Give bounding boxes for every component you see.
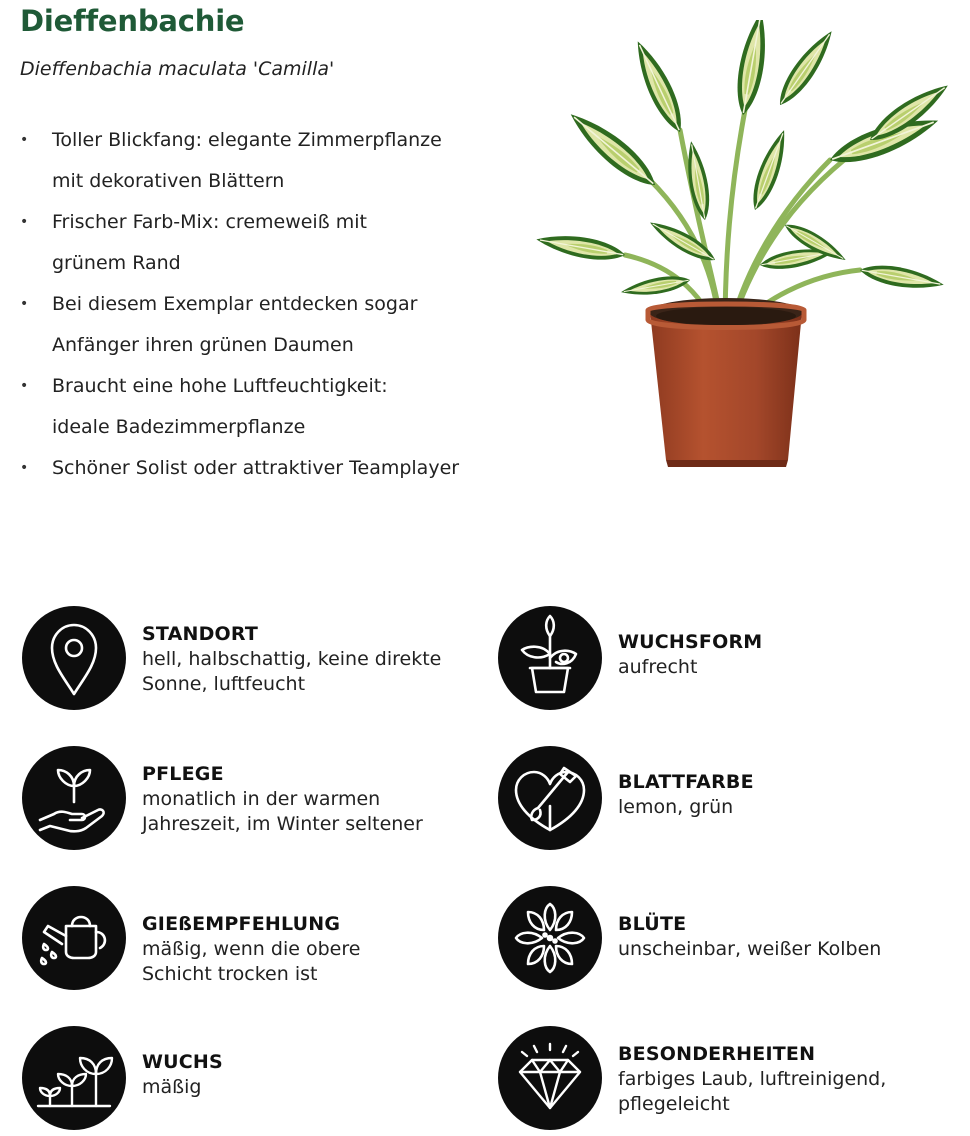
feature-bluete <box>498 886 938 996</box>
botanical-name: Dieffenbachia maculata 'Camilla' <box>20 58 335 80</box>
bullet-dot-icon: • <box>20 460 29 476</box>
feature-value: unscheinbar, weißer Kolben <box>618 938 882 960</box>
bullet-line: Bei diesem Exemplar entdecken sogar <box>52 293 418 315</box>
bullet-line: Frischer Farb-Mix: cremeweiß mit <box>52 211 367 233</box>
bullet-line: grünem Rand <box>52 252 181 274</box>
bullet-line: ideale Badezimmerpflanze <box>52 416 306 438</box>
feature-standort <box>22 606 462 716</box>
bullet-line: mit dekorativen Blättern <box>52 170 285 192</box>
feature-bullet-list <box>18 120 518 489</box>
feature-value: mäßig <box>142 1076 202 1098</box>
flower-icon <box>498 886 602 990</box>
bullet-dot-icon: • <box>20 296 29 312</box>
feature-value: mäßig, wenn die obere Schicht trocken ist <box>142 938 361 985</box>
feature-label: STANDORT <box>142 623 259 645</box>
feature-besonderheiten <box>498 1026 938 1136</box>
feature-value: aufrecht <box>618 656 698 678</box>
bullet-dot-icon: • <box>20 214 29 230</box>
growing-sprouts-icon <box>22 1026 126 1130</box>
feature-value: lemon, grün <box>618 796 734 818</box>
bullet-line: Schöner Solist oder attraktiver Teamplayer <box>52 457 460 479</box>
bullet-item <box>18 120 518 202</box>
feature-wuchsform <box>498 606 938 716</box>
bullet-item <box>18 202 518 284</box>
feature-label: BLATTFARBE <box>618 771 754 793</box>
feature-value: farbiges Laub, luftreinigend, pflegeleicht <box>618 1068 887 1115</box>
feature-blattfarbe <box>498 746 938 856</box>
bullet-item <box>18 284 518 366</box>
watering-can-icon <box>22 886 126 990</box>
feature-label: WUCHS <box>142 1051 223 1073</box>
bullet-dot-icon: • <box>20 378 29 394</box>
bullet-dot-icon: • <box>20 132 29 148</box>
feature-giessempfehlung <box>22 886 462 996</box>
diamond-icon <box>498 1026 602 1130</box>
feature-value: monatlich in der warmen Jahreszeit, im Winter seltener <box>142 788 423 835</box>
feature-label: GIEßEMPFEHLUNG <box>142 913 341 935</box>
bullet-line: Braucht eine hohe Luftfeuchtigkeit: <box>52 375 388 397</box>
feature-label: PFLEGE <box>142 763 224 785</box>
bullet-item <box>18 366 518 448</box>
feature-value: hell, halbschattig, keine direkte Sonne, luftfeucht <box>142 648 442 695</box>
feature-pflege <box>22 746 462 856</box>
product-image <box>530 20 970 475</box>
bullet-line: Toller Blickfang: elegante Zimmerpflanze <box>52 129 442 151</box>
leaf-brush-icon <box>498 746 602 850</box>
feature-label: BLÜTE <box>618 913 687 935</box>
product-title: Dieffenbachie <box>20 4 245 38</box>
feature-label: WUCHSFORM <box>618 631 763 653</box>
bullet-line: Anfänger ihren grünen Daumen <box>52 334 354 356</box>
feature-label: BESONDERHEITEN <box>618 1043 816 1065</box>
location-pin-icon <box>22 606 126 710</box>
feature-wuchs <box>22 1026 462 1136</box>
bullet-item <box>18 448 518 489</box>
hand-seedling-icon <box>22 746 126 850</box>
potted-plant-icon <box>498 606 602 710</box>
